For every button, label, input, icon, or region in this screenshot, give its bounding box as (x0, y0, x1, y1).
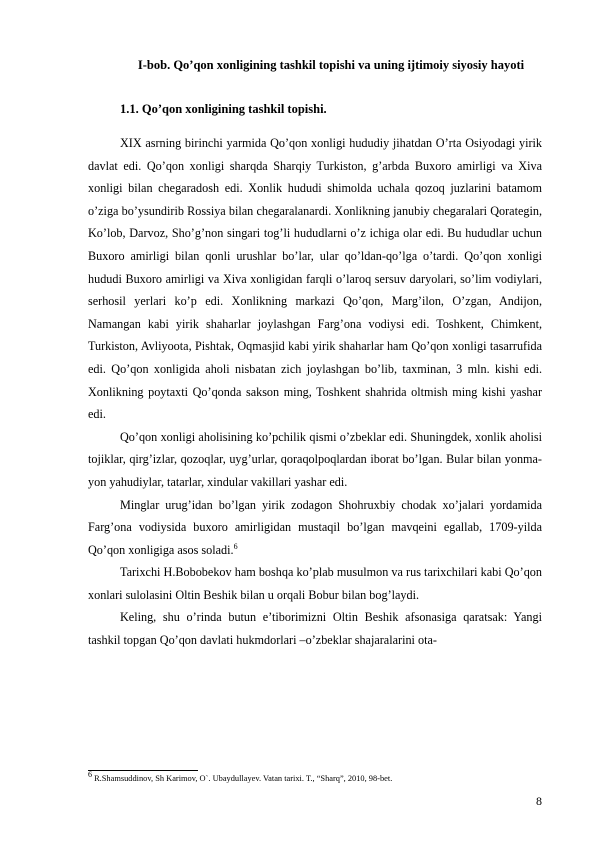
page-number: 8 (536, 794, 542, 808)
paragraph-3-text: Minglar urug’idan bo’lgan yirik zodagon Shohruxbiy chodak xo’jalari yordamida Farg’ona vodiysida buxoro amirligidan mustaqil bo’lgan mavqeini egallab, 1709-yilda Qo’qon xonligiga asos soladi. (88, 497, 542, 557)
footnote-text: R.Shamsuddinov, Sh Karimov, O`. Ubaydullayev. Vatan tarixi. T., “Sharq”, 2010, 98-bet. (94, 774, 393, 783)
footnote-marker: 6 (88, 770, 92, 780)
paragraph-3 (88, 494, 542, 562)
footnote-divider (88, 770, 198, 771)
paragraph-1: XIX asrning birinchi yarmida Qo’qon xonligi hududiy jihatdan O’rta Osiyodagi yirik davlat edi. Qo’qon xonligi sharqda Sharqiy Turkiston, g’arbda Buxoro amirligi va Xiva xonligi bilan chegaradosh edi. Xonlik hududi shimolda uchala qozoq juzlarini batamom o’ziga bo’ysundirib Rossiya bilan chegaralanardi. Xonlikning janubiy chegaralari Qorategin, Ko’lob, Darvoz, Sho’g’non singari tog’li hududlarni o’z ichiga olar edi. Bu hududlar uchun Buxoro amirligi bilan qonli urushlar bo’lar, ular qo’ldan-qo’lga o’tardi. Qo’qon xonligi hududi Buxoro amirligi va Xiva xonligidan farqli o’laroq sersuv daryolari, so’lim vodiylari, serhosil yerlari ko’p edi. Xonlikning markazi Qo’qon, Marg’ilon, O’zgan, Andijon, Namangan kabi yirik shaharlar joylashgan Farg’ona vodiysi edi. Toshkent, Chimkent, Turkiston, Avliyoota, Pishtak, Oqmasjid kabi yirik shaharlar ham Qo’qon xonligi tasarrufida edi. Qo’qon xonligida aholi nisbatan zich joylashgan bo’lib, taxminan, 3 mln. kishi edi. Xonlikning poytaxti Qo’qonda sakson ming, Toshkent shahrida oltmish ming kishi yashar edi. (88, 136, 542, 422)
paragraph-4: Tarixchi H.Bobobekov ham boshqa ko’plab musulmon va rus tarixchilari kabi Qo’qon xonlari sulolasini Oltin Beshik bilan u orqali Bobur bilan bog’laydi. (88, 565, 542, 602)
paragraph-2: Qo’qon xonligi aholisining ko’pchilik qismi o’zbeklar edi. Shuningdek, xonlik aholisi tojiklar, qirg’izlar, qozoqlar, uyg’urlar, qoraqolpoqlardan iborat bo’lgan. Bular bilan yonma-yon yahudiylar, tatarlar, xindular vakillari yashar edi. (88, 429, 542, 489)
section-title: 1.1. Qo’qon xonligining tashkil topishi. (120, 102, 327, 116)
chapter-title: I-bob. Qo’qon xonligining tashkil topishi va uning ijtimoiy siyosiy hayoti (137, 58, 525, 72)
footnote (88, 770, 542, 784)
body-text (88, 132, 542, 652)
paragraph-5: Keling, shu o’rinda butun e’tiborimizni Oltin Beshik afsonasiga qaratsak: Yangi tashkil topgan Qo’qon davlati hukmdorlari –o’zbeklar shajaralarini ota- (88, 610, 542, 648)
footnote-reference[interactable]: 6 (233, 541, 238, 551)
